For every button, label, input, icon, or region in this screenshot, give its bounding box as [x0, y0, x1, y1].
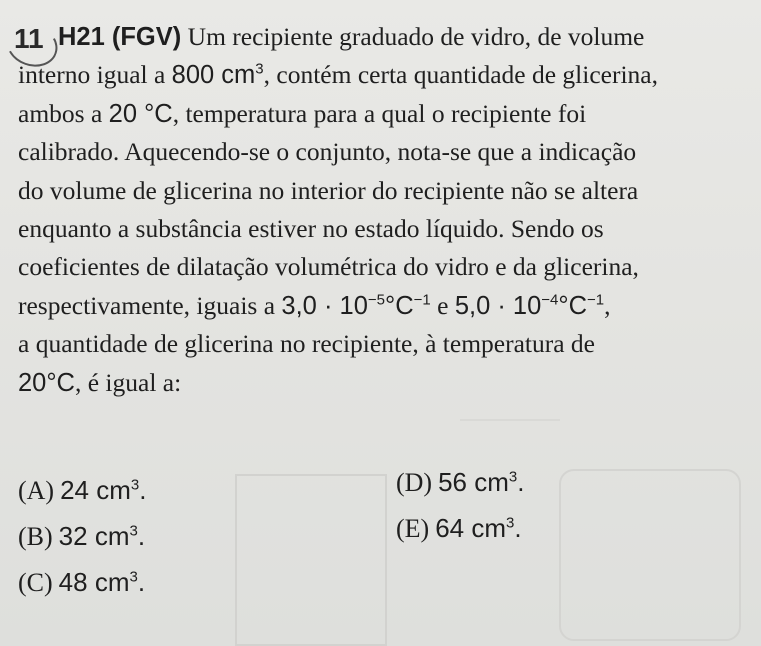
question-line-10: 20°C, é igual a:	[18, 367, 182, 397]
question-number: 11	[14, 23, 44, 54]
option-e[interactable]: (E) 64 $cm^3$.	[396, 513, 522, 543]
option-b[interactable]: (B) 32 $cm^3$.	[18, 521, 146, 551]
question-line-1: H21 (FGV) Um recipiente graduado de vidro, de volume	[58, 22, 645, 51]
question-line-2: interno igual a 800 $cm^3$, contém certa quantidade de glicerina,	[18, 60, 658, 90]
question-line-7: coeficientes de dilatação volumétrica do vidro e da glicerina,	[18, 252, 639, 282]
option-d[interactable]: (D) 56 $cm^3$.	[396, 467, 525, 497]
question-code: H21 (FGV)	[58, 23, 182, 51]
question-line-4: calibrado. Aquecendo-se o conjunto, nota-se que a indicação	[18, 137, 637, 167]
question-line-8: respectivamente, iguais a $3,0 \cdot 10^{-5}^\circ C^{-1}$ e $5,0 \cdot 10^{-4}^\circ C^{-1}$,	[18, 290, 611, 320]
option-a[interactable]: (A) 24 $cm^3$.	[18, 475, 147, 505]
question-text	[18, 18, 748, 402]
question-line-6: enquanto a substância estiver no estado líquido. Sendo os	[18, 213, 604, 243]
question-line-9: a quantidade de glicerina no recipiente, à temperatura de	[18, 329, 595, 359]
question-line-3: ambos a 20 °C, temperatura para a qual o recipiente foi	[18, 98, 587, 128]
question-line-5: do volume de glicerina no interior do recipiente não se altera	[18, 175, 639, 205]
option-c[interactable]: (C) 48 $cm^3$.	[18, 567, 146, 597]
